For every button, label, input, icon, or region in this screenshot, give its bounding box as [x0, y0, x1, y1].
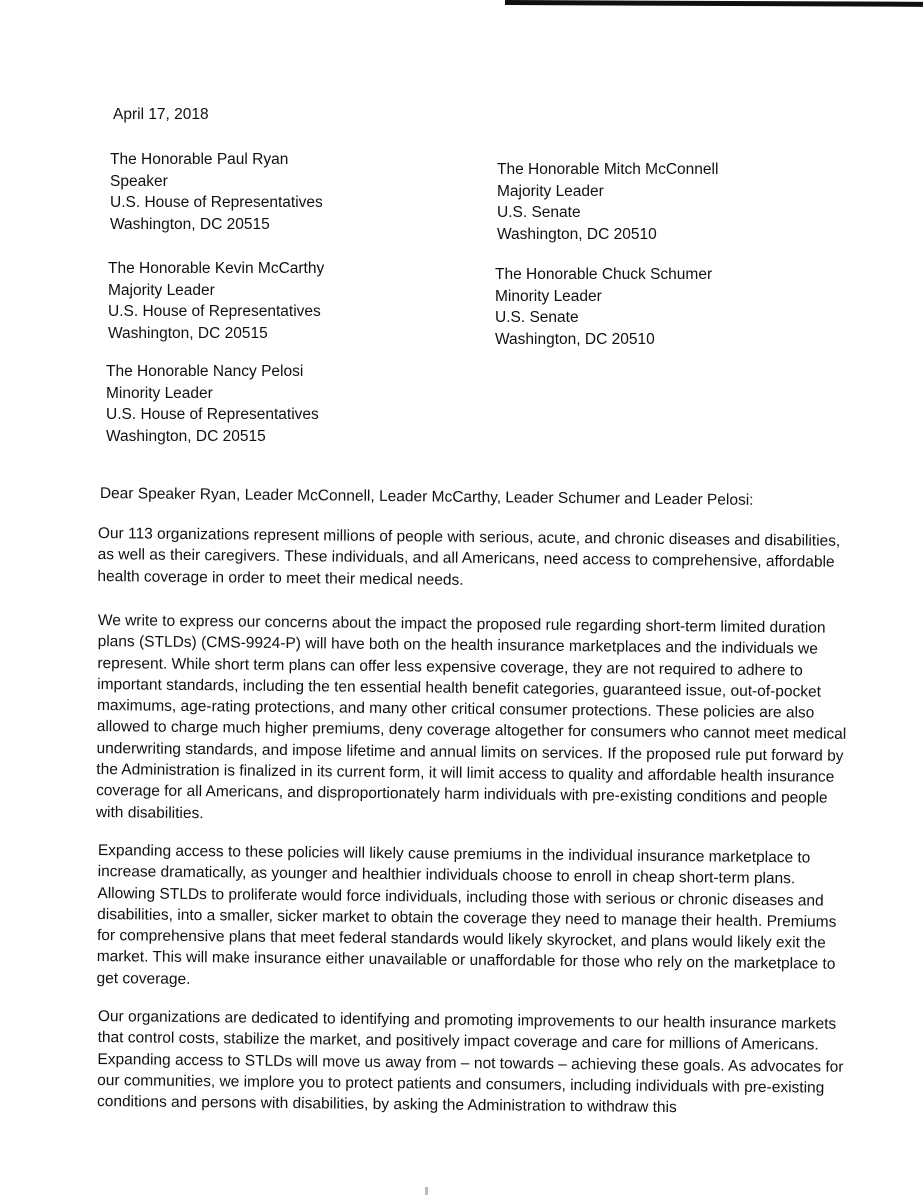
recipient-name: The Honorable Kevin McCarthy	[108, 260, 325, 277]
body-paragraph: We write to express our concerns about the impact the proposed rule regarding short-term limited duration plans (STLDs) (CMS-9924-P) will have both on the health insurance marketplaces and the individuals we represent. While short term plans can offer less expensive coverage, they are not required to adhere to important standards, including the ten essential health benefit categories, guaranteed issue, out-of-pocket maximums, age-rating protections, and many other critical consumer protections. These policies are also allowed to charge much higher premiums, deny coverage altogether for consumers who cannot meet medical underwriting standards, and impose lifetime and annual limits on services. If the proposed rule put forward by the Administration is finalized in its current form, it will limit access to quality and affordable health insurance coverage for all Americans, and disproportionately harm individuals with pre-existing conditions and people with disabilities.	[95, 611, 847, 822]
scan-edge-line	[505, 0, 923, 7]
recipient-chamber: U.S. House of Representatives	[106, 406, 319, 423]
body-paragraph: Our organizations are dedicated to identifying and promoting improvements to our health insurance markets that control costs, stabilize the market, and positively impact coverage and care for millions of Americans. Expanding access to STLDs will move us away from – not towards – achieving these goals. As advocates for our communities, we implore you to protect patients and consumers, including individuals with pre-existing conditions and persons with disabilities, by asking the Administration to withdraw this	[96, 1007, 844, 1117]
salutation: Dear Speaker Ryan, Leader McConnell, Leader McCarthy, Leader Schumer and Leader Pelosi:	[99, 484, 754, 509]
recipient-title: Majority Leader	[497, 182, 604, 200]
recipient-address-block	[108, 258, 324, 344]
recipient-city: Washington, DC 20510	[497, 225, 657, 243]
recipient-name: The Honorable Mitch McConnell	[497, 161, 719, 178]
recipient-address-block	[495, 264, 712, 350]
recipient-address-block	[106, 361, 319, 447]
recipient-address-block	[497, 159, 718, 245]
letter-date: April 17, 2018	[113, 106, 209, 123]
recipient-title: Minority Leader	[106, 384, 213, 402]
recipient-name: The Honorable Nancy Pelosi	[106, 363, 304, 380]
recipient-title: Speaker	[110, 172, 168, 190]
scan-speck	[425, 1187, 428, 1195]
recipient-city: Washington, DC 20515	[108, 324, 268, 342]
recipient-chamber: U.S. Senate	[495, 309, 579, 326]
body-paragraph: Our 113 organizations represent millions of people with serious, acute, and chronic diseases and disabilities, as well as their caregivers. These individuals, and all Americans, need access to comprehensive, affordable health coverage in order to meet their medical needs.	[97, 524, 841, 589]
recipient-title: Minority Leader	[495, 287, 602, 305]
body-paragraph: Expanding access to these policies will likely cause premiums in the individual insurance marketplace to increase dramatically, as younger and healthier individuals choose to enroll in cheap short-term plans. Allowing STLDs to proliferate would force individuals, including those with serious or chronic diseases and disabilities, into a smaller, sicker market to obtain the coverage they need to manage their health. Premiums for comprehensive plans that meet federal standards would likely skyrocket, and plans would likely exit the market. This will make insurance either unavailable or unaffordable for those who rely on the marketplace to get coverage.	[96, 841, 837, 988]
recipient-chamber: U.S. House of Representatives	[108, 303, 321, 320]
recipient-address-block	[110, 149, 323, 235]
recipient-chamber: U.S. Senate	[497, 204, 581, 221]
recipient-chamber: U.S. House of Representatives	[110, 194, 323, 211]
recipient-name: The Honorable Chuck Schumer	[495, 266, 713, 283]
recipient-name: The Honorable Paul Ryan	[110, 151, 289, 168]
recipient-city: Washington, DC 20515	[106, 427, 266, 445]
recipient-city: Washington, DC 20510	[495, 330, 655, 348]
recipient-city: Washington, DC 20515	[110, 215, 270, 233]
recipient-title: Majority Leader	[108, 281, 215, 299]
